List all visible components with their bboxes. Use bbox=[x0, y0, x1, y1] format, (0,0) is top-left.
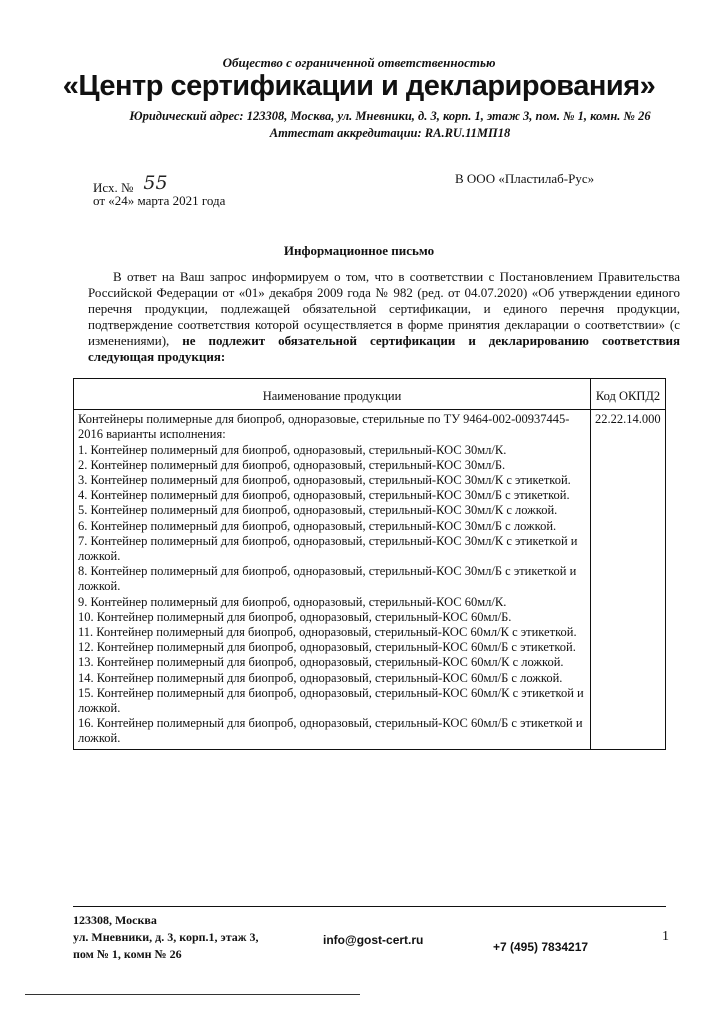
products-table bbox=[73, 378, 666, 750]
list-item: 9. Контейнер полимерный для биопроб, одноразовый, стерильный-КОС 60мл/К. bbox=[78, 594, 507, 609]
list-item: 13. Контейнер полимерный для биопроб, одноразовый, стерильный-КОС 60мл/К с ложкой. bbox=[78, 655, 564, 670]
footer-email: info@gost-cert.ru bbox=[323, 933, 424, 947]
footer-address bbox=[73, 912, 258, 963]
list-item: 8. Контейнер полимерный для биопроб, одноразовый, стерильный-КОС 30мл/Б с этикеткой и ложкой. bbox=[78, 564, 577, 594]
list-item: 14. Контейнер полимерный для биопроб, одноразовый, стерильный-КОС 60мл/Б с ложкой. bbox=[78, 670, 563, 685]
org-name-title: «Центр сертификации и декларирования» bbox=[62, 70, 656, 102]
list-item: 12. Контейнер полимерный для биопроб, одноразовый, стерильный-КОС 60мл/Б с этикеткой. bbox=[78, 640, 576, 655]
list-item: 15. Контейнер полимерный для биопроб, одноразовый, стерильный-КОС 60мл/К с этикеткой и ложкой. bbox=[78, 685, 584, 716]
product-intro: Контейнеры полимерные для биопроб, одноразовые, стерильные по ТУ 9464-002-00937445-2016 варианты исполнения: bbox=[78, 412, 570, 442]
footer-address-line: 123308, Москва bbox=[73, 913, 157, 927]
scan-artifact-line bbox=[25, 994, 360, 995]
list-item: 5. Контейнер полимерный для биопроб, одноразовый, стерильный-КОС 30мл/К с ложкой. bbox=[78, 503, 558, 518]
list-item: 7. Контейнер полимерный для биопроб, одноразовый, стерильный-КОС 30мл/К с этикеткой и ложкой. bbox=[78, 533, 578, 564]
product-list bbox=[78, 443, 586, 747]
list-item: 10. Контейнер полимерный для биопроб, одноразовый, стерильный-КОС 60мл/Б. bbox=[78, 609, 512, 624]
list-item: 1. Контейнер полимерный для биопроб, одноразовый, стерильный-КОС 30мл/К. bbox=[78, 442, 507, 457]
list-item: 16. Контейнер полимерный для биопроб, одноразовый, стерильный-КОС 60мл/Б с этикеткой и ложкой. bbox=[78, 716, 583, 746]
product-cell bbox=[74, 410, 591, 749]
intro-text: В ответ на Ваш запрос информируем о том, что в соответствии с Постановлением Правительства Российской Федерации от «01» декабря 2009 года № 982 (ред. от 04.07.2020) «Об утверждении единого перечня продукции, подлежащей обязательной сертификации, и единого перечня продукции, подтверждение соответствия которой осуществляется в форме принятия декларации о соответствии» (с изменениями), bbox=[88, 269, 680, 348]
list-item: 2. Контейнер полимерный для биопроб, одноразовый, стерильный-КОС 30мл/Б. bbox=[78, 457, 506, 472]
header-okpd-code: Код ОКПД2 bbox=[591, 379, 666, 410]
outgoing-number-handwritten: 55 bbox=[143, 172, 168, 194]
footer-phone: +7 (495) 7834217 bbox=[493, 940, 589, 954]
table-header-row bbox=[74, 379, 666, 410]
header-product-name: Наименование продукции bbox=[74, 379, 591, 410]
okpd-code-cell: 22.22.14.000 bbox=[591, 410, 666, 749]
accreditation: Аттестат аккредитации: RA.RU.11МП18 bbox=[269, 126, 511, 140]
list-item: 11. Контейнер полимерный для биопроб, одноразовый, стерильный-КОС 60мл/К с этикеткой. bbox=[78, 625, 577, 640]
org-legal-form: Общество с ограниченной ответственностью bbox=[222, 55, 496, 70]
legal-address: Юридический адрес: 123308, Москва, ул. Мневники, д. 3, корп. 1, этаж 3, пом. № 1, комн. № 26 bbox=[129, 109, 651, 123]
footer-address-line: ул. Мневники, д. 3, корп.1, этаж 3, bbox=[73, 930, 259, 944]
footer-divider bbox=[73, 906, 666, 907]
letter-title: Информационное письмо bbox=[283, 243, 435, 258]
recipient: В ООО «Пластилаб-Рус» bbox=[455, 171, 595, 186]
outgoing-label: Исх. № bbox=[93, 180, 134, 195]
letter-date: от «24» марта 2021 года bbox=[93, 193, 226, 208]
table-row bbox=[74, 410, 666, 749]
org-legal-address-block bbox=[100, 108, 680, 142]
list-item: 3. Контейнер полимерный для биопроб, одноразовый, стерильный-КОС 30мл/К с этикеткой. bbox=[78, 473, 571, 488]
footer-address-line: пом № 1, комн № 26 bbox=[73, 947, 182, 961]
page-number: 1 bbox=[662, 929, 669, 944]
list-item: 6. Контейнер полимерный для биопроб, одноразовый, стерильный-КОС 30мл/Б с ложкой. bbox=[78, 518, 557, 533]
intro-bold-text: не подлежит обязательной сертификации и декларированию соответствия следующая продукция: bbox=[88, 333, 680, 364]
intro-paragraph bbox=[88, 269, 680, 365]
list-item: 4. Контейнер полимерный для биопроб, одноразовый, стерильный-КОС 30мл/Б с этикеткой. bbox=[78, 488, 570, 503]
